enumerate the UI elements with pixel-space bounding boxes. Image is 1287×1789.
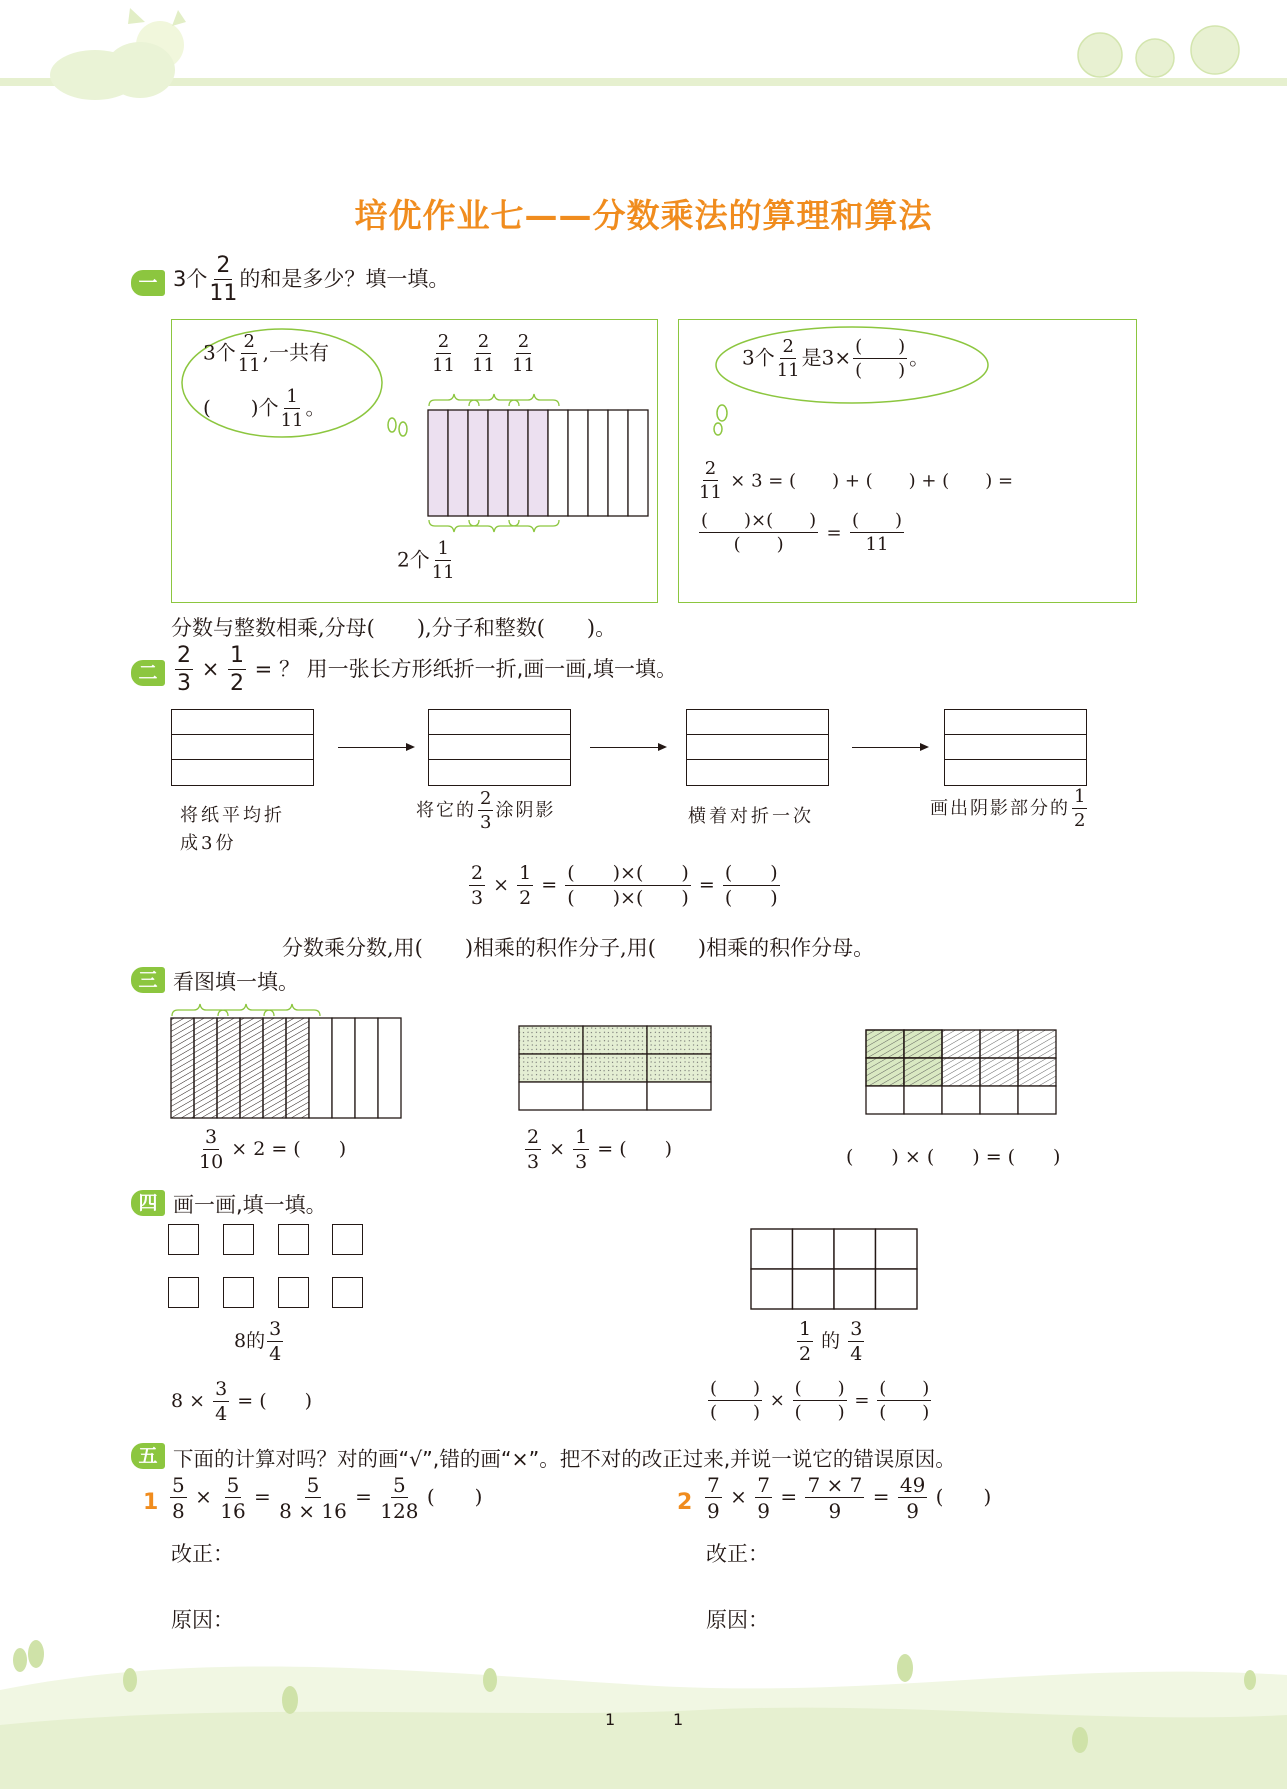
grid-cell-overlay <box>866 1030 904 1058</box>
q5-problem-1: $\frac{5}{8}$ × $\frac{5}{16}$ = $\frac{5}{8 \times 16}$ = $\frac{5}{128}$ ( ) <box>172 1473 483 1523</box>
reason-label-2: 原因： <box>706 1608 769 1632</box>
grid-cell <box>583 1054 647 1082</box>
grid-cell <box>876 1269 918 1309</box>
drawing-square <box>168 1224 199 1255</box>
drawing-square <box>278 1224 309 1255</box>
top-brace <box>264 1004 320 1016</box>
arrow-icon <box>590 747 665 748</box>
q5-prompt: 下面的计算对吗？对的画“√”,错的画“×”。把不对的改正过来,并说一说它的错误原因。 <box>173 1447 956 1471</box>
q3-a-equation: $\frac{3}{10}$ × 2 = ( ) <box>199 1126 347 1173</box>
grid-cell <box>171 1018 194 1118</box>
grid-cell <box>647 1082 711 1110</box>
grid-cell <box>980 1030 1018 1058</box>
drawing-square <box>223 1277 254 1308</box>
grid-cell-overlay <box>866 1058 904 1086</box>
grid-cell <box>751 1269 793 1309</box>
q4-a-equation: 8 × $\frac{3}{4}$ = ( ) <box>171 1378 313 1425</box>
top-brace <box>172 1004 228 1016</box>
q1-left-bubble-line2: ( )个 $\frac{1}{11}$ 。 <box>203 386 326 431</box>
strip-cell <box>508 410 528 516</box>
grid-cell <box>942 1058 980 1086</box>
strip-cell <box>428 410 448 516</box>
grid-cell <box>866 1086 904 1114</box>
grid-cell <box>876 1229 918 1269</box>
q2-step4-caption: 画出阴影部分的 $\frac{1}{2}$ <box>930 786 1086 831</box>
strip-cell <box>448 410 468 516</box>
grid-cell <box>240 1018 263 1118</box>
q2-step1-caption: 将纸平均折 成3份 <box>180 805 285 854</box>
grid-cell-overlay <box>904 1058 942 1086</box>
cloud-icon <box>50 42 175 100</box>
strip-cell <box>488 410 508 516</box>
q1-strip-top-label-2: $\frac{2}{11}$ <box>472 331 495 376</box>
page-number: 1 <box>605 1710 616 1729</box>
drawing-square <box>332 1277 363 1308</box>
q3-figure-c <box>862 1026 1057 1116</box>
grid-cell <box>519 1054 583 1082</box>
q3-b-equation: $\frac{2}{3}$ × $\frac{1}{3}$ = ( ) <box>527 1126 673 1173</box>
strip-cell <box>628 410 648 516</box>
grid-cell <box>519 1082 583 1110</box>
q1-right-equation-2: $\frac{( )\times( )}{( )}$ = $\frac{( )}{11}$ <box>701 510 903 555</box>
q1-right-bubble-text: 3个 $\frac{2}{11}$ 是3× $\frac{( )}{( )}$ 。 <box>742 336 930 381</box>
grid-cell <box>583 1026 647 1054</box>
strip-cell <box>588 410 608 516</box>
q4-grid <box>749 1227 919 1313</box>
question-badge-4: 四 <box>131 1190 165 1216</box>
drawing-square <box>168 1277 199 1308</box>
grid-cell <box>834 1229 876 1269</box>
footer-landscape <box>0 1630 1287 1789</box>
top-brace <box>218 1004 274 1016</box>
q1-conclusion: 分数与整数相乘,分母( ),分子和整数( )。 <box>171 616 617 640</box>
q3-c-equation: ( ) × ( ) = ( ) <box>846 1146 1061 1168</box>
grid-cell <box>980 1058 1018 1086</box>
q3-figure-a <box>165 1000 415 1125</box>
grid-cell <box>980 1086 1018 1114</box>
paper-step-1 <box>171 709 314 786</box>
grid-cell <box>519 1026 583 1054</box>
strip-cell <box>468 410 488 516</box>
grid-cell <box>355 1018 378 1118</box>
q1-strip-top-label-1: $\frac{2}{11}$ <box>432 331 455 376</box>
q2-prompt: $\frac{2}{3}$ × $\frac{1}{2}$ = ？ 用一张长方形纸折一折,画一画,填一填。 <box>177 643 677 696</box>
q2-step2-caption: 将它的 $\frac{2}{3}$ 涂阴影 <box>416 788 556 833</box>
grid-cell-overlay <box>904 1030 942 1058</box>
grid-cell <box>1018 1086 1056 1114</box>
animal-icons <box>1078 26 1239 77</box>
drawing-square <box>223 1224 254 1255</box>
q4-prompt: 画一画,填一填。 <box>173 1193 327 1217</box>
paper-step-3 <box>686 709 829 786</box>
grid-cell <box>942 1086 980 1114</box>
problem-number-2: 2 <box>677 1490 693 1515</box>
reason-label-1: 原因： <box>171 1608 234 1632</box>
correction-label-1: 改正： <box>171 1542 234 1566</box>
strip-cell <box>528 410 548 516</box>
grid-cell <box>332 1018 355 1118</box>
grid-cell <box>793 1229 835 1269</box>
grid-cell <box>647 1054 711 1082</box>
paper-step-2 <box>428 709 571 786</box>
header-decoration <box>0 0 1287 110</box>
grid-cell <box>793 1269 835 1309</box>
strip-cell <box>608 410 628 516</box>
problem-number-1: 1 <box>143 1490 159 1515</box>
q1-fraction-strip <box>420 388 650 538</box>
q2-step3-caption: 横着对折一次 <box>688 806 814 827</box>
q5-problem-2: $\frac{7}{9}$ × $\frac{7}{9}$ = $\frac{7 \times 7}{9}$ = $\frac{49}{9}$ ( ) <box>707 1473 992 1523</box>
correction-label-2: 改正： <box>706 1542 769 1566</box>
q1-strip-bottom-label: 2个 $\frac{1}{11}$ <box>397 538 455 583</box>
q1-prompt: 3个 $\frac{2}{11}$ 的和是多少？填一填。 <box>173 253 450 306</box>
grid-cell <box>583 1082 647 1110</box>
question-badge-3: 三 <box>131 967 165 993</box>
q4-b-equation: $\frac{( )}{( )}$ × $\frac{( )}{( )}$ = $\frac{( )}{( )}$ <box>710 1378 930 1423</box>
q1-right-equation-1: $\frac{2}{11}$ × 3 = ( ) + ( ) + ( ) = <box>699 458 1014 503</box>
bottom-brace <box>509 520 559 532</box>
grid-cell <box>834 1269 876 1309</box>
arrow-icon <box>852 747 927 748</box>
grid-cell <box>1018 1030 1056 1058</box>
page-title: 培优作业七——分数乘法的算理和算法 <box>354 196 933 235</box>
drawing-square <box>278 1277 309 1308</box>
grid-cell <box>751 1229 793 1269</box>
grid-cell <box>286 1018 309 1118</box>
grid-cell <box>309 1018 332 1118</box>
q2-conclusion: 分数乘分数,用( )相乘的积作分子,用( )相乘的积作分母。 <box>282 936 875 960</box>
arrow-icon <box>338 747 413 748</box>
strip-cell <box>548 410 568 516</box>
strip-cell <box>568 410 588 516</box>
grid-cell <box>942 1030 980 1058</box>
question-badge-1: 一 <box>131 270 165 296</box>
grid-cell <box>263 1018 286 1118</box>
grid-cell <box>904 1086 942 1114</box>
grid-cell <box>647 1026 711 1054</box>
paper-step-4 <box>944 709 1087 786</box>
q2-equation: $\frac{2}{3}$ × $\frac{1}{2}$ = $\frac{( )\times( )}{( )\times( )}$ = $\frac{( )}{( )}$ <box>471 862 778 909</box>
grid-cell <box>194 1018 217 1118</box>
top-brace <box>509 394 559 406</box>
drawing-square <box>332 1224 363 1255</box>
grid-cell <box>217 1018 240 1118</box>
q4-a-label: 8的 $\frac{3}{4}$ <box>234 1318 282 1365</box>
grid-cell <box>1018 1058 1056 1086</box>
grid-cell <box>378 1018 401 1118</box>
question-badge-5: 五 <box>131 1443 165 1469</box>
q1-strip-top-label-3: $\frac{2}{11}$ <box>512 331 535 376</box>
q3-figure-b <box>515 1022 715 1114</box>
question-badge-2: 二 <box>131 660 165 686</box>
page-number: 1 <box>673 1710 684 1729</box>
q4-b-label: $\frac{1}{2}$ 的 $\frac{3}{4}$ <box>799 1318 863 1365</box>
q1-left-bubble-line1: 3个 $\frac{2}{11}$ ,一共有 <box>203 331 329 376</box>
q3-prompt: 看图填一填。 <box>173 970 299 994</box>
